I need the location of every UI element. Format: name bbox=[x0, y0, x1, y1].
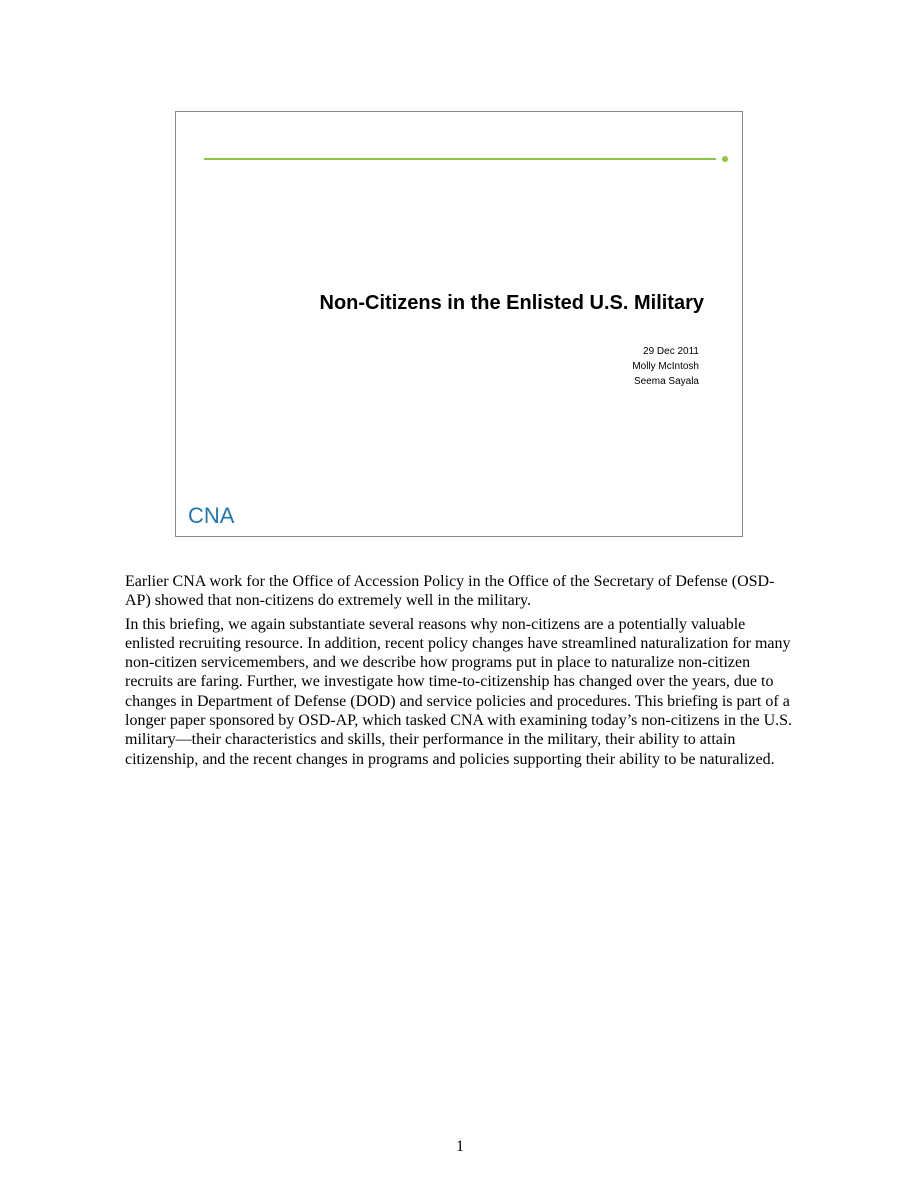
cna-logo-text: CNA bbox=[188, 504, 235, 526]
author-name: Seema Sayala bbox=[633, 376, 699, 387]
author-name: Molly McIntosh bbox=[632, 361, 699, 372]
page-number: 1 bbox=[456, 1138, 464, 1155]
cna-logo bbox=[188, 504, 250, 526]
body-text bbox=[125, 572, 795, 773]
title-slide bbox=[175, 111, 743, 537]
slide-meta bbox=[632, 344, 699, 389]
body-paragraph: Earlier CNA work for the Office of Accession Policy in the Office of the Secretary of Defense (OSD-AP) showed that non-citizens do extremely well in the military. bbox=[125, 573, 775, 610]
accent-dot bbox=[722, 156, 728, 162]
accent-rule bbox=[204, 158, 716, 160]
slide-title: Non-Citizens in the Enlisted U.S. Military bbox=[319, 292, 704, 314]
slide-date: 29 Dec 2011 bbox=[643, 346, 699, 357]
body-paragraph: In this briefing, we again substantiate several reasons why non-citizens are a potentially valuable enlisted recruiting resource. In addition, recent policy changes have streamlined naturalization for many non-citizen servicemembers, and we describe how programs put in place to naturalize non-citizen recruits are faring. Further, we investigate how time-to-citizenship has changed over the years, due to changes in Department of Defense (DOD) and service policies and procedures. This briefing is part of a longer paper sponsored by OSD-AP, which tasked CNA with examining today’s non-citizens in the U.S. military—their characteristics and skills, their performance in the military, their ability to attain citizenship, and the recent changes in programs and policies supporting their ability to be naturalized. bbox=[125, 615, 793, 768]
